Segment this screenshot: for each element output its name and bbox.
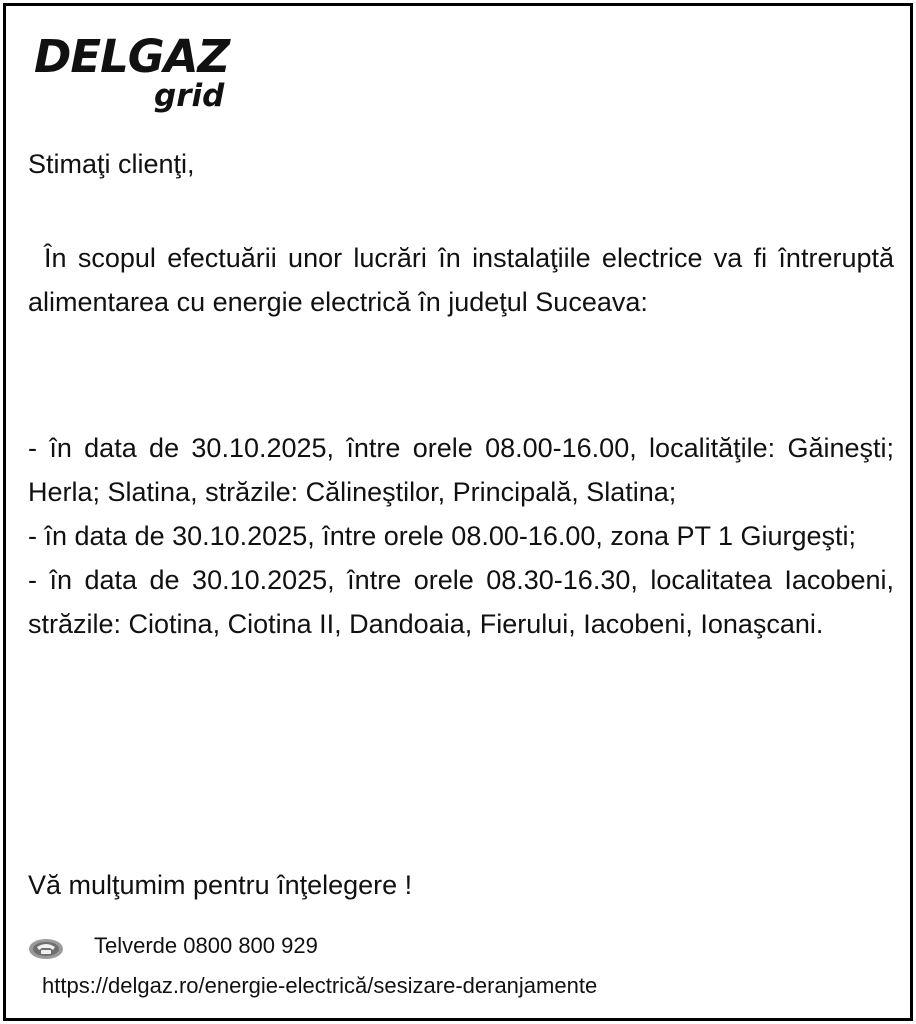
- notice-frame: [3, 3, 913, 1021]
- outage-item: - în data de 30.10.2025, între orele 08.00-16.00, localităţile: Găineşti; Herla; Slatina, străzile: Călineştilor, Principală, Slatina;: [28, 433, 894, 507]
- outage-list: [28, 426, 894, 646]
- logo-sub: grid: [154, 78, 225, 114]
- report-url[interactable]: https://delgaz.ro/energie-electrică/sesizare-deranjamente: [42, 973, 598, 998]
- phone-icon: [28, 935, 64, 957]
- outage-item: - în data de 30.10.2025, între orele 08.30-16.30, localitatea Iacobeni, străzile: Ciotina, Ciotina II, Dandoaia, Fierului, Iacobeni, Ionaşcani.: [28, 565, 894, 639]
- greeting: Stimaţi clienţi,: [28, 149, 195, 179]
- outage-item: - în data de 30.10.2025, între orele 08.00-16.00, zona PT 1 Giurgeşti;: [28, 521, 857, 551]
- thanks-line: Vă mulţumim pentru înţelegere !: [28, 870, 413, 900]
- phone-number: Telverde 0800 800 929: [94, 933, 318, 958]
- delgaz-grid-logo: [34, 31, 244, 116]
- intro-paragraph: În scopul efectuării unor lucrări în instalaţiile electrice va fi întreruptă alimentarea cu energie electrică în judeţul Suceava:: [28, 243, 894, 317]
- logo-brand: DELGAZ: [34, 30, 230, 83]
- contact-line: [28, 928, 318, 964]
